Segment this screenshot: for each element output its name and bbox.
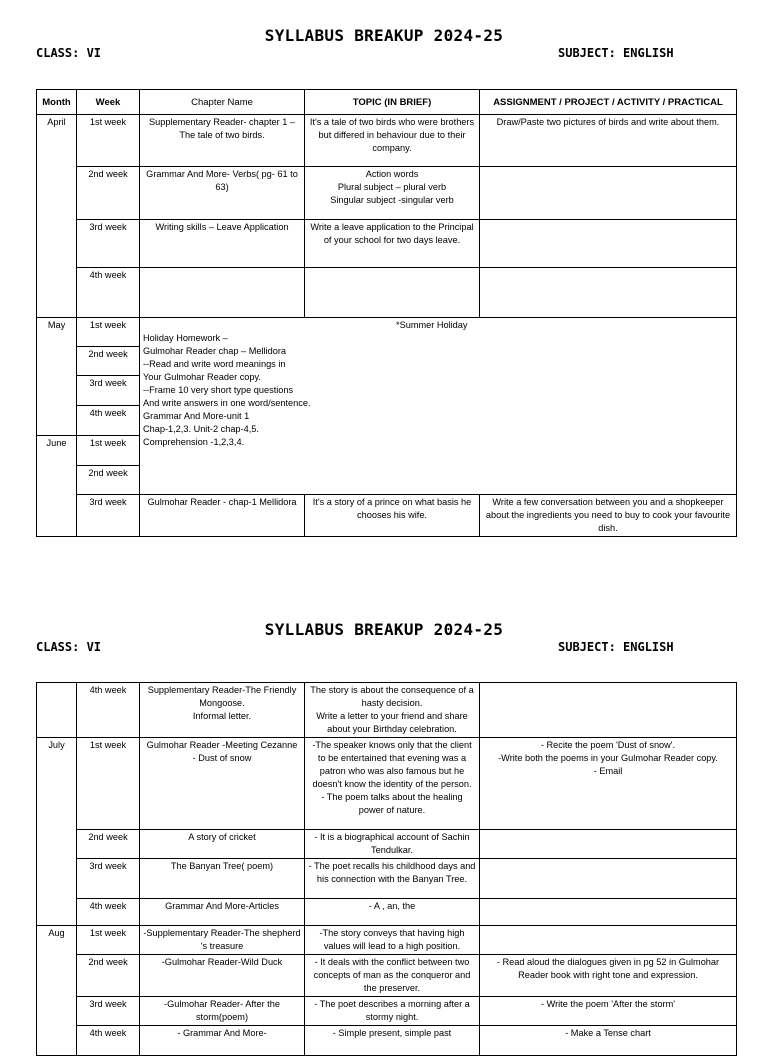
month-cell: Aug [37, 926, 77, 1056]
chapter-cell: Supplementary Reader-The Friendly Mongoose. Informal letter. [140, 683, 305, 738]
chapter-cell: Supplementary Reader- chapter 1 – The tale of two birds. [140, 115, 305, 167]
table-row [37, 859, 737, 899]
topic-cell: - It deals with the conflict between two concepts of man as the conqueror and the preserver. [305, 955, 480, 997]
class-label: CLASS: VI [36, 46, 102, 60]
table-row [37, 167, 737, 220]
holiday-homework-cell [140, 318, 737, 495]
topic-cell: It's a tale of two birds who were brothers but differed in behaviour due to their company. [305, 115, 480, 167]
topic-cell: -The story conveys that having high values will lead to a high position. [305, 926, 480, 955]
week-cell: 2nd week [77, 955, 140, 997]
week-cell: 2nd week [77, 466, 140, 495]
table-row [37, 830, 737, 859]
chapter-cell [140, 268, 305, 318]
week-cell: 3rd week [77, 859, 140, 899]
topic-cell: - It is a biographical account of Sachin Tendulkar. [305, 830, 480, 859]
holiday-homework-text: Holiday Homework – Gulmohar Reader chap – Mellidora --Read and write word meanings in Your Gulmohar Reader copy. --Frame 10 very short type questions And write answers in one word/sentence. Grammar And More-unit 1 Chap-1,2,3. Unit-2 chap-4,5. Comprehension -1,2,3,4. [143, 333, 311, 447]
week-cell: 1st week [77, 318, 140, 347]
table-row [37, 955, 737, 997]
week-cell: 1st week [77, 115, 140, 167]
assignment-cell: - Write the poem 'After the storm' [480, 997, 737, 1026]
chapter-cell: -Gulmohar Reader- After the storm(poem) [140, 997, 305, 1026]
page-title: SYLLABUS BREAKUP 2024-25 [264, 26, 504, 45]
week-cell: 2nd week [77, 167, 140, 220]
assignment-cell: Draw/Paste two pictures of birds and write about them. [480, 115, 737, 167]
page-title: SYLLABUS BREAKUP 2024-25 [264, 620, 504, 639]
class-label: CLASS: VI [36, 640, 102, 654]
week-cell: 2nd week [77, 347, 140, 376]
chapter-cell: The Banyan Tree( poem) [140, 859, 305, 899]
table-row [37, 220, 737, 268]
table-header-row [37, 90, 737, 115]
column-header-chapter: Chapter Name [140, 90, 305, 115]
month-cell-empty [37, 683, 77, 738]
table-row [37, 899, 737, 926]
table-row [37, 495, 737, 537]
chapter-cell: A story of cricket [140, 830, 305, 859]
week-cell: 3rd week [77, 495, 140, 537]
table-row [37, 268, 737, 318]
week-cell: 4th week [77, 268, 140, 318]
chapter-cell: -Supplementary Reader-The shepherd 's treasure [140, 926, 305, 955]
topic-cell: - The poet describes a morning after a stormy night. [305, 997, 480, 1026]
assignment-cell [480, 899, 737, 926]
table-row [37, 738, 737, 830]
chapter-cell: Writing skills – Leave Application [140, 220, 305, 268]
assignment-cell: - Recite the poem 'Dust of snow'. -Write both the poems in your Gulmohar Reader copy. - Email [480, 738, 737, 830]
subject-label: SUBJECT: ENGLISH [558, 46, 674, 60]
topic-cell: -The speaker knows only that the client to be entertained that evening was a patron who was also famous but he doesn't know the identity of the person. - The poem talks about the healing power of nature. [305, 738, 480, 830]
table-row [37, 318, 737, 347]
table-row [37, 997, 737, 1026]
topic-cell [305, 268, 480, 318]
assignment-cell [480, 859, 737, 899]
topic-cell: It's a story of a prince on what basis he chooses his wife. [305, 495, 480, 537]
table-row [37, 115, 737, 167]
chapter-cell: - Grammar And More- [140, 1026, 305, 1056]
assignment-cell [480, 268, 737, 318]
month-cell: July [37, 738, 77, 926]
week-cell: 4th week [77, 899, 140, 926]
topic-cell: - The poet recalls his childhood days and his connection with the Banyan Tree. [305, 859, 480, 899]
topic-cell: Write a leave application to the Principal of your school for two days leave. [305, 220, 480, 268]
topic-cell: Action words Plural subject – plural verb Singular subject -singular verb [305, 167, 480, 220]
column-header-assignment: ASSIGNMENT / PROJECT / ACTIVITY / PRACTICAL [480, 90, 737, 115]
week-cell: 1st week [77, 436, 140, 466]
month-cell: May [37, 318, 77, 436]
syllabus-table-1 [36, 89, 737, 537]
column-header-topic: TOPIC (IN BRIEF) [305, 90, 480, 115]
month-cell: April [37, 115, 77, 318]
table-row [37, 1026, 737, 1056]
chapter-cell: Gulmohar Reader - chap-1 Mellidora [140, 495, 305, 537]
subject-label: SUBJECT: ENGLISH [558, 640, 674, 654]
column-header-month: Month [37, 90, 77, 115]
month-cell: June [37, 436, 77, 537]
assignment-cell: - Make a Tense chart [480, 1026, 737, 1056]
week-cell: 3rd week [77, 220, 140, 268]
assignment-cell [480, 167, 737, 220]
summer-holiday-label: *Summer Holiday [396, 320, 468, 330]
assignment-cell: Write a few conversation between you and a shopkeeper about the ingredients you need to buy to cook your favourite dish. [480, 495, 737, 537]
week-cell: 3rd week [77, 997, 140, 1026]
table-row [37, 926, 737, 955]
topic-cell: - A , an, the [305, 899, 480, 926]
chapter-cell: Gulmohar Reader -Meeting Cezanne - Dust of snow [140, 738, 305, 830]
assignment-cell [480, 926, 737, 955]
chapter-cell: Grammar And More- Verbs( pg- 61 to 63) [140, 167, 305, 220]
assignment-cell [480, 683, 737, 738]
week-cell: 2nd week [77, 830, 140, 859]
week-cell: 4th week [77, 683, 140, 738]
assignment-cell [480, 220, 737, 268]
week-cell: 4th week [77, 1026, 140, 1056]
chapter-cell: Grammar And More-Articles [140, 899, 305, 926]
week-cell: 3rd week [77, 376, 140, 406]
week-cell: 1st week [77, 738, 140, 830]
assignment-cell: - Read aloud the dialogues given in pg 52 in Gulmohar Reader book with right tone and expression. [480, 955, 737, 997]
column-header-week: Week [77, 90, 140, 115]
topic-cell: The story is about the consequence of a hasty decision. Write a letter to your friend and share about your Birthday celebration. [305, 683, 480, 738]
table-row [37, 683, 737, 738]
syllabus-table-2 [36, 682, 737, 1056]
assignment-cell [480, 830, 737, 859]
chapter-cell: -Gulmohar Reader-Wild Duck [140, 955, 305, 997]
week-cell: 1st week [77, 926, 140, 955]
week-cell: 4th week [77, 406, 140, 436]
topic-cell: - Simple present, simple past [305, 1026, 480, 1056]
